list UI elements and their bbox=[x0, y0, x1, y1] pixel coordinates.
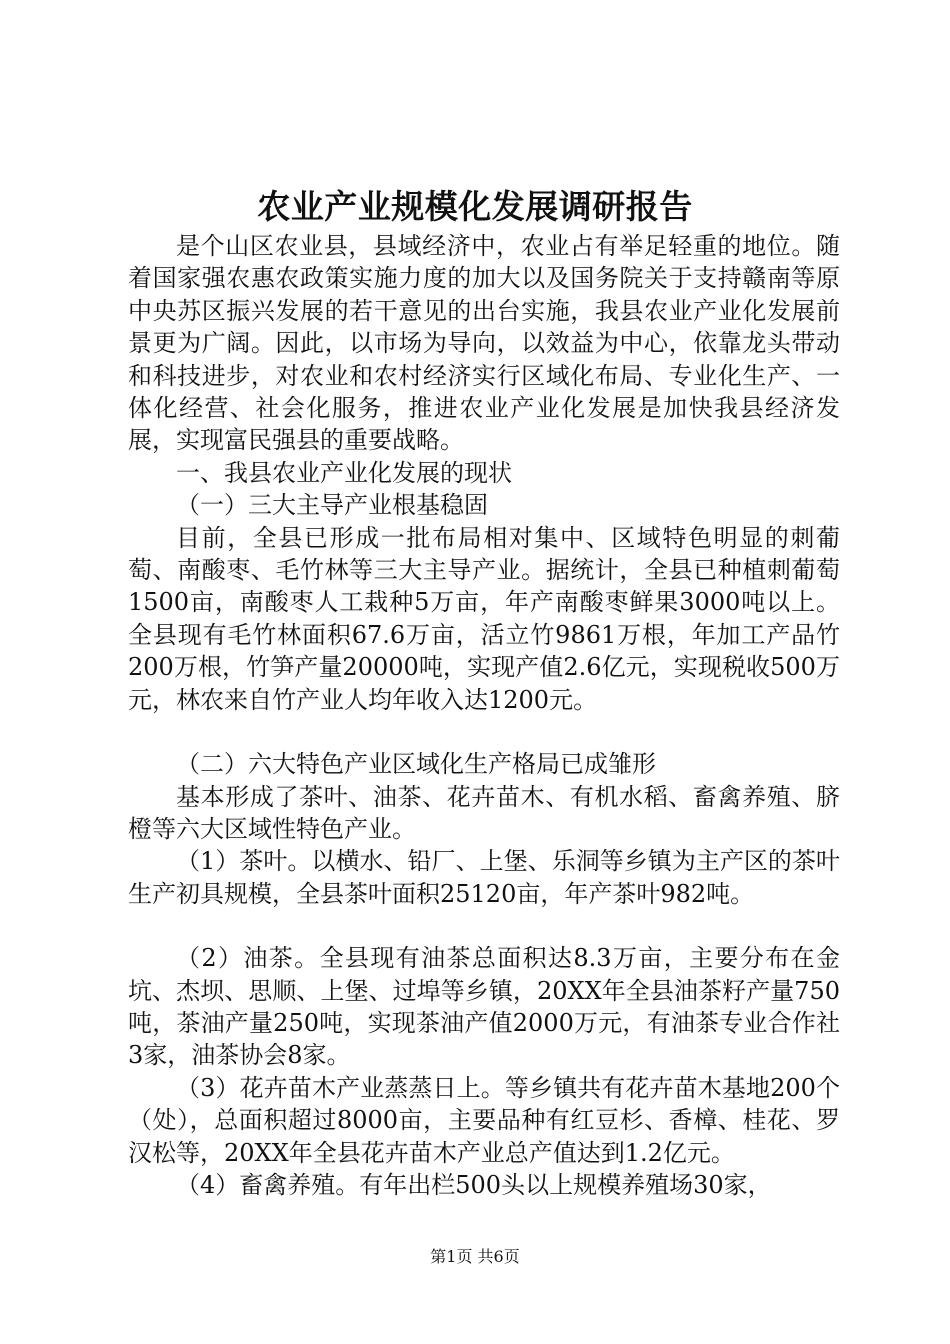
subsection-heading-1: （一）三大主导产业根基稳固 bbox=[176, 491, 488, 520]
paragraph-main-industries: 目前，全县已形成一批布局相对集中、区域特色明显的刺葡萄、南酸枣、毛竹林等三大主导产业。据统计，全县已种植刺葡萄1500亩，南酸枣人工栽种5万亩，年产南酸枣鲜果3000吨以上。全县现有毛竹林面积67.6万亩，活立竹9861万根，年加工产品竹200万根，竹笋产量20000吨，实现产值2.6亿元，实现税收500万元，林农来自竹产业人均年收入达1200元。 bbox=[128, 523, 840, 714]
section-heading-1: 一、我县农业产业化发展的现状 bbox=[176, 458, 512, 487]
intro-paragraph: 是个山区农业县，县域经济中，农业占有举足轻重的地位。随着国家强农惠农政策实施力度的加大以及国务院关于支持赣南等原中央苏区振兴发展的若干意见的出台实施，我县农业产业化发展前景更为广阔。因此，以市场为导向，以效益为中心，依靠龙头带动和科技进步，对农业和农村经济实行区域化布局、专业化生产、一体化经营、社会化服务，推进农业产业化发展是加快我县经济发展，实现富民强县的重要战略。 bbox=[128, 232, 840, 455]
paragraph-tea: （1）茶叶。以横水、铅厂、上堡、乐洞等乡镇为主产区的茶叶生产初具规模，全县茶叶面积25120亩，年产茶叶982吨。 bbox=[128, 847, 840, 908]
paragraph-flowers: （3）花卉苗木产业蒸蒸日上。等乡镇共有花卉苗木基地200个（处），总面积超过8000亩，主要品种有红豆杉、香樟、桂花、罗汉松等，20XX年全县花卉苗木产业总产值达到1.2亿元。 bbox=[128, 1073, 840, 1167]
page-number-footer: 第1页 共6页 bbox=[430, 1247, 520, 1266]
paragraph-oil-tea: （2）油茶。全县现有油茶总面积达8.3万亩，主要分布在金坑、杰坝、思顺、上堡、过埠等乡镇，20XX年全县油茶籽产量750吨，茶油产量250吨，实现茶油产值2000万元，有油茶专业合作社3家，油茶协会8家。 bbox=[128, 944, 840, 1070]
paragraph-livestock: （4）畜禽养殖。有年出栏500头以上规模养殖场30家， bbox=[176, 1170, 772, 1199]
subsection-heading-2: （二）六大特色产业区域化生产格局已成雏形 bbox=[176, 750, 656, 779]
paragraph-six-industries: 基本形成了茶叶、油茶、花卉苗木、有机水稻、畜禽养殖、脐橙等六大区域性特色产业。 bbox=[128, 782, 840, 843]
document-title: 农业产业规模化发展调研报告 bbox=[257, 187, 693, 226]
document-body bbox=[128, 230, 840, 1201]
